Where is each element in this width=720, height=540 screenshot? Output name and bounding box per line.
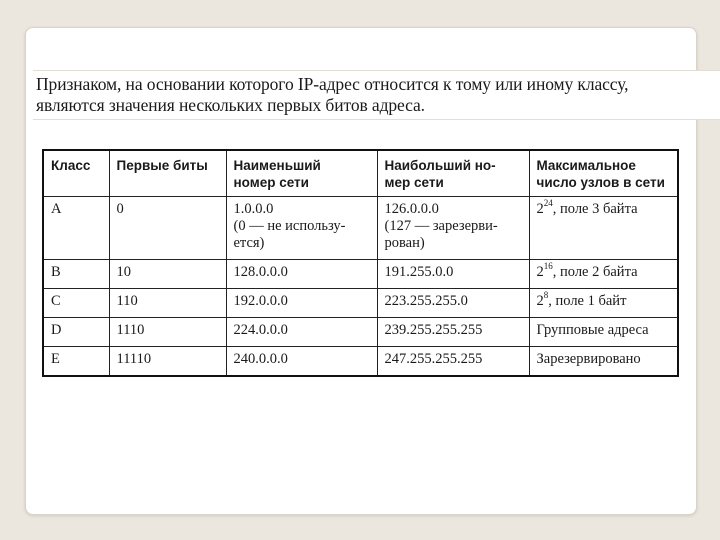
hosts-exponent: 8 [543, 290, 549, 300]
cell-min-line-1: 1.0.0.0 [233, 201, 274, 217]
cell-max-hosts [529, 289, 678, 318]
intro-paragraph [36, 74, 716, 116]
cell-max-hosts: Групповые адреса [529, 318, 678, 347]
header-max-network-line-2: мер сети [384, 175, 444, 190]
cell-first-bits: 10 [109, 260, 226, 289]
hosts-rest: , поле 3 байта [552, 201, 638, 217]
hosts-base: 2 [536, 293, 544, 309]
header-min-network [226, 150, 377, 197]
header-first-bits: Первые биты [109, 150, 226, 197]
header-max-hosts-line-2: число узлов в сети [536, 175, 665, 190]
cell-max-hosts [529, 260, 678, 289]
header-min-network-line-2: номер сети [233, 175, 309, 190]
cell-min-network: 240.0.0.0 [226, 347, 377, 377]
hosts-base: 2 [536, 264, 544, 280]
cell-class: B [43, 260, 109, 289]
intro-line-1: Признаком, на основании которого IP-адрес относится к тому или иному классу, [36, 74, 629, 94]
cell-min-network: 192.0.0.0 [226, 289, 377, 318]
cell-max-hosts [529, 197, 678, 260]
hosts-exponent: 24 [543, 198, 553, 208]
header-max-network [377, 150, 529, 197]
cell-first-bits: 1110 [109, 318, 226, 347]
header-max-hosts [529, 150, 678, 197]
header-max-hosts-line-1: Максимальное [536, 158, 636, 173]
header-max-network-line-1: Наибольший но- [384, 158, 496, 173]
cell-max-network [377, 197, 529, 260]
hosts-rest: , поле 2 байта [552, 264, 638, 280]
cell-max-network: 223.255.255.0 [377, 289, 529, 318]
hosts-base: 2 [536, 201, 544, 217]
cell-first-bits: 110 [109, 289, 226, 318]
table-row [43, 318, 678, 347]
cell-max-hosts: Зарезервировано [529, 347, 678, 377]
hosts-exponent: 16 [543, 261, 553, 271]
cell-min-line-3: ется) [233, 235, 265, 251]
ip-class-table [42, 149, 679, 377]
cell-min-network: 128.0.0.0 [226, 260, 377, 289]
table-row [43, 289, 678, 318]
cell-max-network: 191.255.0.0 [377, 260, 529, 289]
table-row [43, 347, 678, 377]
cell-min-network: 224.0.0.0 [226, 318, 377, 347]
cell-max-network: 247.255.255.255 [377, 347, 529, 377]
intro-line-2: являются значения нескольких первых битов адреса. [36, 95, 425, 115]
header-class: Класс [43, 150, 109, 197]
cell-class: C [43, 289, 109, 318]
cell-max-line-1: 126.0.0.0 [384, 201, 439, 217]
cell-min-line-2: (0 — не использу- [233, 218, 346, 234]
cell-min-network [226, 197, 377, 260]
table-row [43, 197, 678, 260]
table-header-row [43, 150, 678, 197]
table-row [43, 260, 678, 289]
cell-class: D [43, 318, 109, 347]
hosts-rest: , поле 1 байт [548, 293, 627, 309]
cell-class: E [43, 347, 109, 377]
cell-first-bits: 0 [109, 197, 226, 260]
header-min-network-line-1: Наименьший [233, 158, 321, 173]
cell-max-network: 239.255.255.255 [377, 318, 529, 347]
cell-max-line-2: (127 — зарезерви- [384, 218, 498, 234]
cell-class: A [43, 197, 109, 260]
cell-first-bits: 11110 [109, 347, 226, 377]
cell-max-line-3: рован) [384, 235, 425, 251]
